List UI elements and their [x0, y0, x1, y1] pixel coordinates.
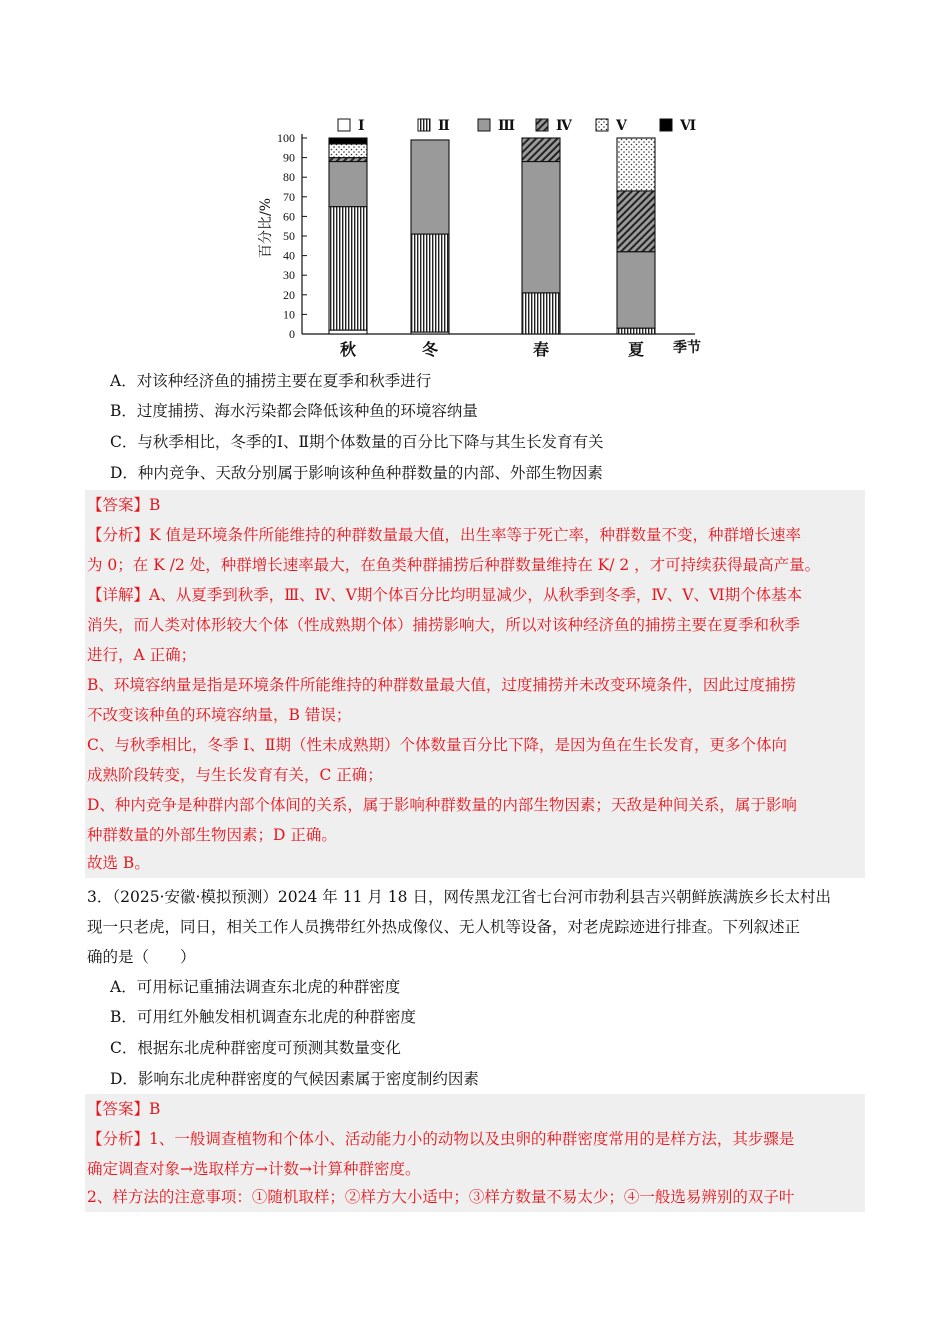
q3-option-d: D．影响东北虎种群密度的气候因素属于密度制约因素 [110, 1070, 479, 1088]
y-tick-label: 80 [283, 170, 295, 185]
y-tick-label: 70 [283, 189, 295, 204]
q3-analysis-line: 确定调查对象→选取样方→计数→计算种群密度。 [87, 1160, 421, 1178]
y-tick-label: 50 [283, 229, 295, 243]
q2-detail-line: 成熟阶段转变，与生长发育有关，C 正确； [87, 766, 383, 784]
bar-segment-2 [617, 328, 655, 334]
bar-segment-4 [522, 138, 560, 162]
legend-label: Ⅱ [438, 118, 450, 134]
q2-conclusion: 故选 B。 [87, 854, 150, 872]
q2-detail-line: 消失，而人类对体形较大个体（性成熟期个体）捕捞影响大，所以对该种经济鱼的捕捞主要在夏季和秋季 [87, 616, 801, 634]
chart-svg [240, 108, 720, 364]
bar-segment-5 [617, 138, 655, 191]
q2-option-d: D．种内竞争、天敌分别属于影响该种鱼种群数量的内部、外部生物因素 [110, 464, 603, 482]
q2-detail-line: C、与秋季相比，冬季 Ⅰ、Ⅱ期（性未成熟期）个体数量百分比下降，是因为鱼在生长发育，更多个体向 [87, 736, 787, 754]
bar-segment-2 [411, 234, 449, 332]
y-tick-label: 40 [283, 248, 295, 263]
y-tick-label: 60 [283, 209, 295, 224]
bar-segment-3 [411, 140, 449, 234]
q3-stem-line: 现一只老虎，同日，相关工作人员携带红外热成像仪、无人机等设备，对老虎踪迹进行排查。下列叙述正 [87, 918, 801, 936]
q3-analysis-line: 【分析】1、一般调查植物和个体小、活动能力小的动物以及虫卵的种群密度常用的是样方法，其步骤是 [87, 1130, 795, 1148]
q3-answer-block [85, 1094, 865, 1212]
q3-analysis-line: 2、样方法的注意事项：①随机取样；②样方大小适中；③样方数量不易太少；④一般选易辨别的双子叶 [87, 1188, 795, 1206]
bar-segment-6 [329, 138, 367, 144]
q2-detail-line: 种群数量的外部生物因素；D 正确。 [87, 826, 337, 844]
legend-swatch-5 [596, 119, 608, 131]
x-tick-label: 冬 [421, 340, 439, 359]
legend-swatch-6 [660, 119, 672, 131]
bar-segment-2 [329, 207, 367, 330]
y-axis-label: 百分比/% [258, 197, 274, 259]
q2-option-b: B．过度捕捞、海水污染都会降低该种鱼的环境容纳量 [110, 402, 478, 420]
bar-segment-1 [329, 330, 367, 334]
stacked-bar-chart [240, 108, 720, 364]
y-tick-label: 100 [277, 131, 295, 145]
q2-detail-line: 【详解】A、从夏季到秋季，Ⅲ、Ⅳ、Ⅴ期个体百分比均明显减少，从秋季到冬季，Ⅳ、Ⅴ、Ⅵ期个体基本 [87, 586, 803, 604]
q3-stem-line: 确的是（ ） [87, 948, 196, 966]
q3-stem-line: 3．（2025·安徽·模拟预测）2024 年 11 月 18 日，网传黑龙江省七台河市勃利县吉兴朝鲜族满族乡长太村出 [87, 888, 831, 906]
q3-option-a: A．可用标记重捕法调查东北虎的种群密度 [110, 978, 401, 996]
bar-segment-3 [617, 252, 655, 328]
legend-label: Ⅰ [358, 118, 365, 134]
q2-option-c: C．与秋季相比，冬季的Ⅰ、Ⅱ期个体数量的百分比下降与其生长发育有关 [110, 433, 604, 451]
legend-label: Ⅲ [498, 118, 516, 134]
x-tick-label: 夏 [627, 340, 645, 359]
x-axis-label: 季节 [673, 340, 701, 356]
y-tick-label: 10 [283, 307, 295, 322]
bar-segment-4 [617, 191, 655, 252]
bar-segment-2 [522, 293, 560, 334]
legend-swatch-2 [418, 119, 430, 131]
legend-label: Ⅳ [556, 118, 572, 134]
bar-segment-5 [329, 144, 367, 158]
q3-option-c: C．根据东北虎种群密度可预测其数量变化 [110, 1039, 401, 1057]
legend-label: Ⅴ [616, 118, 627, 134]
q3-option-b: B．可用红外触发相机调查东北虎的种群密度 [110, 1008, 416, 1026]
y-tick-label: 30 [283, 268, 295, 283]
legend-label: Ⅵ [680, 118, 697, 134]
y-tick-label: 90 [283, 150, 295, 165]
q2-analysis-line: 【分析】K 值是环境条件所能维持的种群数量最大值，出生率等于死亡率，种群数量不变，种群增长速率 [87, 526, 802, 544]
bar-segment-4 [329, 158, 367, 162]
q2-detail-line: 进行，A 正确； [87, 646, 197, 664]
q2-detail-line: B、环境容纳量是指是环境条件所能维持的种群数量最大值，过度捕捞并未改变环境条件，因此过度捕捞 [87, 676, 796, 694]
legend-swatch-3 [478, 119, 490, 131]
q2-detail-line: D、种内竞争是种群内部个体间的关系，属于影响种群数量的内部生物因素；天敌是种间关系，属于影响 [87, 796, 797, 814]
bar-segment-3 [522, 162, 560, 293]
q2-answer-label: 【答案】B [87, 496, 161, 514]
x-tick-label: 秋 [339, 340, 357, 359]
q2-option-a: A．对该种经济鱼的捕捞主要在夏季和秋季进行 [110, 372, 432, 390]
q3-answer-label: 【答案】B [87, 1100, 161, 1118]
y-tick-label: 0 [289, 327, 295, 341]
x-tick-label: 春 [532, 340, 550, 359]
q2-answer-block [85, 490, 865, 878]
legend-swatch-1 [338, 119, 350, 131]
y-tick-label: 20 [283, 287, 295, 302]
bar-segment-3 [329, 162, 367, 207]
q2-detail-line: 不改变该种鱼的环境容纳量，B 错误； [87, 706, 352, 724]
legend-swatch-4 [536, 119, 548, 131]
q2-analysis-line: 为 0；在 K /2 处，种群增长速率最大，在鱼类种群捕捞后种群数量维持在 K/ 2 ，才可持续获得最高产量。 [87, 556, 821, 574]
